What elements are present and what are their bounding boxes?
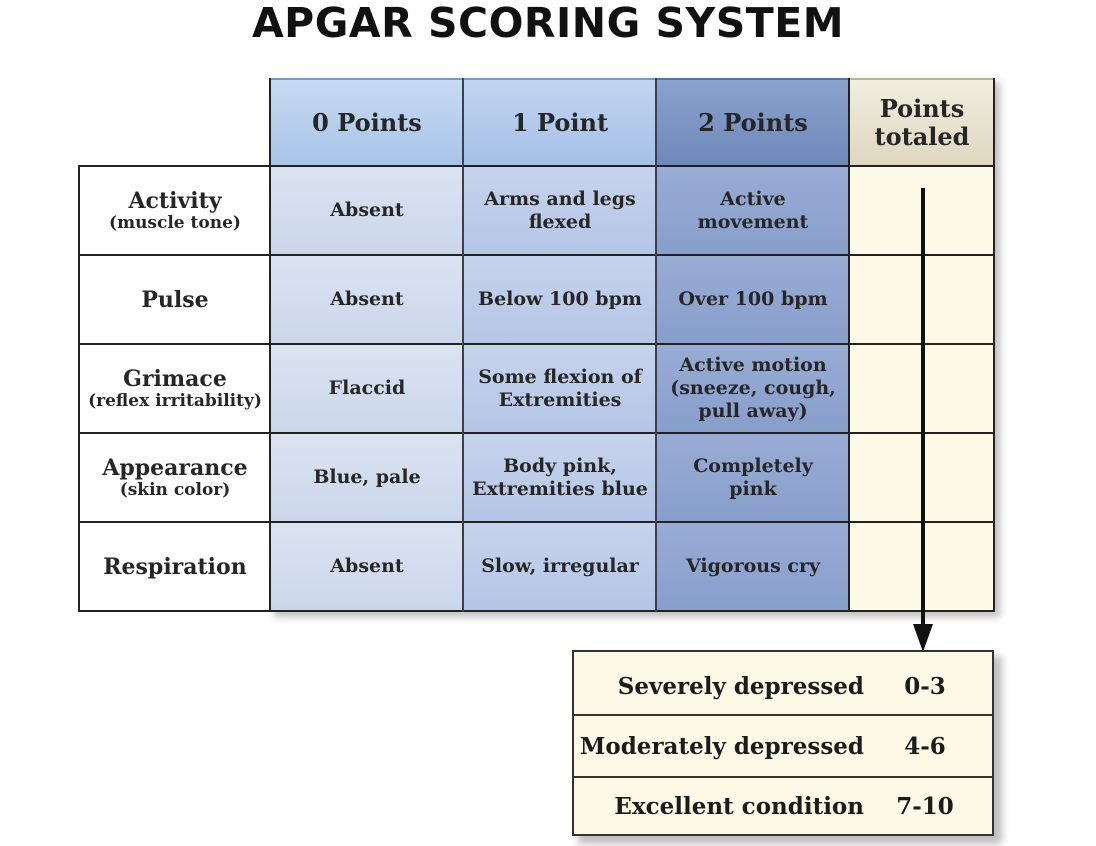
score-key-label: Moderately depressed [579,732,864,760]
criterion-name: Grimace [123,365,227,392]
activity-1-point: Arms and legs flexed [464,167,656,254]
appearance-1-point: Body pink, Extremities blue [464,434,656,521]
grid-line [78,432,995,434]
score-key-range: 4-6 [904,732,946,760]
grid-line [269,78,271,612]
criterion-name: Respiration [103,553,247,580]
criterion-subtitle: (muscle tone) [109,212,241,233]
criterion-subtitle: (reflex irritability) [88,390,262,411]
score-key-label: Excellent condition [614,792,864,820]
header-0-points: 0 Points [271,78,463,165]
grid-line [655,78,657,612]
criterion-grimace [80,345,270,432]
grid-line [462,78,464,612]
grid-line [78,343,995,345]
score-key [572,650,994,836]
page-title: APGAR SCORING SYSTEM [251,0,845,47]
appearance-2-points: Completely pink [657,434,849,521]
header-points-totaled: Points totaled [850,78,994,165]
activity-2-points: Active movement [657,167,849,254]
header-2-points: 2 Points [657,78,849,165]
pulse-1-point: Below 100 bpm [464,256,656,343]
score-key-range: 0-3 [904,672,946,700]
score-key-range: 7-10 [896,792,954,820]
criterion-appearance [80,434,270,521]
arrow-down-icon [905,188,941,658]
appearance-0-points: Blue, pale [271,434,463,521]
grimace-0-points: Flaccid [271,345,463,432]
pulse-2-points: Over 100 bpm [657,256,849,343]
criterion-subtitle: (skin color) [119,479,231,500]
criterion-name: Pulse [141,286,209,313]
grimace-2-points: Active motion (sneeze, cough, pull away) [657,345,849,432]
respiration-1-point: Slow, irregular [464,523,656,610]
header-1-point: 1 Point [464,78,656,165]
criterion-name: Appearance [102,454,248,481]
score-key-label: Severely depressed [617,672,864,700]
score-key-row [574,776,992,836]
grid-line [78,254,995,256]
grid-line [78,165,995,167]
grimace-1-point: Some flexion of Extremities [464,345,656,432]
criterion-pulse [80,256,270,343]
grid-line [848,78,850,612]
respiration-2-points: Vigorous cry [657,523,849,610]
activity-0-points: Absent [271,167,463,254]
pulse-0-points: Absent [271,256,463,343]
grid-line [78,165,80,612]
score-key-row [574,716,992,776]
criterion-activity [80,167,270,254]
criterion-respiration [80,523,270,610]
grid-line [78,610,995,612]
criterion-name: Activity [128,187,222,214]
score-key-row [574,656,992,716]
grid-line [993,78,995,612]
grid-line [78,521,995,523]
respiration-0-points: Absent [271,523,463,610]
